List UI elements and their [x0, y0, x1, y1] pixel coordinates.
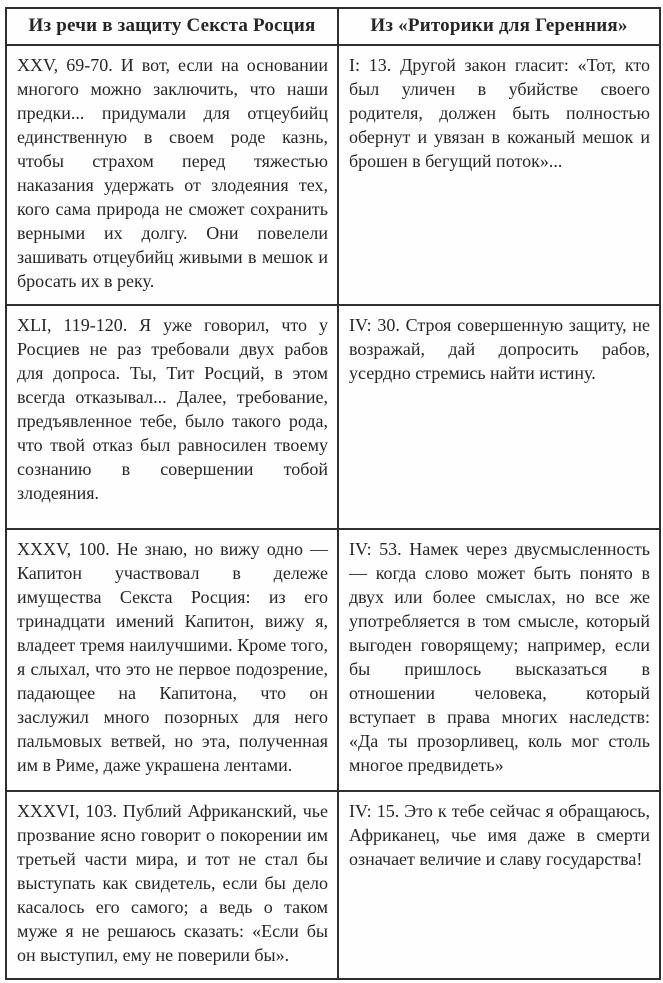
table-row — [6, 529, 660, 791]
column-header-rhetoric-herennium: Из «Риторики для Геренния» — [338, 8, 660, 45]
roscius-quote-cell: XXXVI, 103. Публий Африканский, чье прозвание ясно говорит о покорении им третьей части мира, и тот не стал бы выступать как свидетель, если бы дело касалось его самого; а ведь о таком муже я не решаюсь сказать: «Если бы он выступил, ему не поверили бы». — [6, 791, 338, 979]
quotes-comparison-table — [5, 7, 661, 980]
herennium-quote-cell: IV: 15. Это к тебе сейчас я обращаюсь, Африканец, чье имя даже в смерти означает величие и славу государства! — [338, 791, 660, 979]
table-row — [6, 45, 660, 305]
herennium-quote-cell: I: 13. Другой закон гласит: «Тот, кто был уличен в убийстве своего родителя, должен быть полностью обернут и увязан в кожаный мешок и брошен в бегущий поток»... — [338, 45, 660, 305]
roscius-quote-cell: XXV, 69-70. И вот, если на основании многого можно заключить, что наши предки... придумали для отцеубийц единственную в своем роде казнь, чтобы страхом перед тяжестью наказания удержать от злодеяния тех, кого сама природа не сможет сохранить верными их долгу. Они повелели зашивать отцеубийц живыми в мешок и бросать их в реку. — [6, 45, 338, 305]
table-row — [6, 305, 660, 529]
roscius-quote-cell: XLI, 119-120. Я уже говорил, что у Росциев не раз требовали двух рабов для допроса. Ты, Тит Росций, в этом всегда отказывал... Далее, требование, предъявленное тебе, было такого рода, что твой отказ был равносилен твоему сознанию в совершении тобой злодеяния. — [6, 305, 338, 529]
roscius-quote-cell: XXXV, 100. Не знаю, но вижу одно — Капитон участвовал в дележе имущества Секста Росция: из его тринадцати имений Капитон, вижу я, владеет тремя наилучшими. Кроме того, я слыхал, что это не первое подозрение, падающее на Капитона, что он заслужил много позорных для него пальмовых ветвей, но эта, полученная им в Риме, даже украшена лентами. — [6, 529, 338, 791]
herennium-quote-cell: IV: 30. Строя совершенную защиту, не возражай, дай допросить рабов, усердно стремись найти истину. — [338, 305, 660, 529]
table-row — [6, 791, 660, 979]
herennium-quote-cell: IV: 53. Намек через двусмысленность — когда слово может быть понято в двух или более смыслах, но все же употребляется в том смысле, который выгоден говорящему; например, если бы пришлось высказаться в отношении человека, который вступает в права многих наследств: «Да ты прозорливец, коль мог столь многое предвидеть» — [338, 529, 660, 791]
table-header-row — [6, 8, 660, 45]
column-header-roscius-speech: Из речи в защиту Секста Росция — [6, 8, 338, 45]
